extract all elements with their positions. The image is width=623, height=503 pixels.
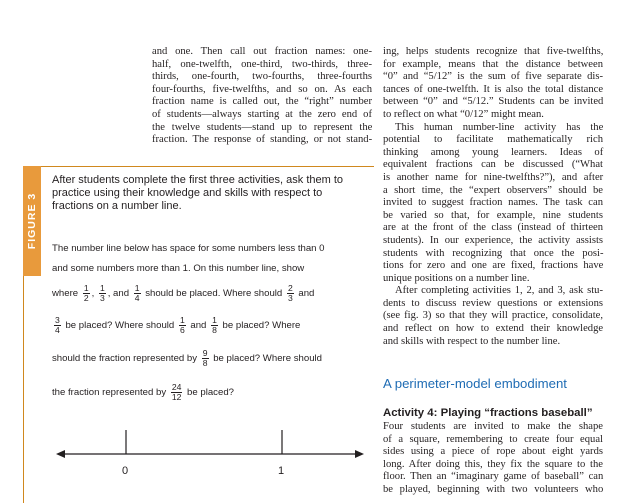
- fraction-1-8: $\frac{1}{8}$: [212, 315, 217, 335]
- text-line: of students—always starting at the zero end of: [152, 108, 372, 120]
- tick-label-0: 0: [122, 465, 129, 477]
- text-line: and reflect on how to extend their knowledge: [383, 323, 604, 335]
- text-line: potential to facilitate mathematically rich: [383, 134, 603, 146]
- text-line: This human number-line activity has the: [395, 121, 604, 133]
- text-line: a short time, the “expert observers” should be: [383, 184, 603, 196]
- text-line: fraction. The response of standing, or not stand-: [152, 134, 373, 146]
- text-line: between “0” and “5/12.” Students can be invited: [383, 96, 604, 108]
- text-line: tions for zero and one are fixed, fractions have: [383, 260, 604, 272]
- text-line: sides using a piece of rope about eight yards: [383, 446, 603, 458]
- text-line: four-fourths, five-twelfths, and so on. As each: [152, 83, 372, 95]
- text-line: is another name for nine-twelfths?”), and after: [383, 171, 604, 183]
- text-line: and skills with respect to the number line.: [383, 335, 561, 347]
- text-line: fraction name is called out, the “right” number: [152, 96, 372, 108]
- section-heading: A perimeter-model embodiment: [383, 376, 567, 391]
- fraction-1-4: $\frac{1}{4}$: [134, 283, 140, 303]
- text-line: floor. Then an “imaginary game of baseball” can: [383, 471, 604, 483]
- text-line: students). In our experience, the activity assists: [383, 234, 604, 246]
- text-line: tances of one-twelfth. It is also the total distance: [383, 83, 604, 95]
- figure-label: [23, 166, 41, 276]
- right-column-text: [383, 46, 603, 348]
- text-line: After completing activities 1, 2, and 3, ask stu-: [395, 285, 603, 297]
- text-line: be varied so that, for example, nine students: [383, 209, 603, 221]
- activity-heading: Activity 4: Playing “fractions baseball”: [383, 407, 593, 419]
- figure-line-4: $\frac{3}{4}$ be placed? Where should $\frac{1}{6}$ and $\frac{1}{8}$ be placed? Where: [55, 315, 301, 335]
- text-line: dents to discuss review questions or extensions: [383, 297, 603, 309]
- text-line: to reflect on what “0/12” might mean.: [383, 108, 544, 120]
- text-line: Four students are invited to make the shape: [383, 421, 603, 432]
- right-arrow: [355, 450, 364, 458]
- text-line: and one. Then call out fraction names: one-: [152, 46, 372, 57]
- number-line: [40, 420, 370, 460]
- figure-line-1: The number line below has space for some numbers less than 0: [52, 243, 325, 254]
- text-line: be played, beginning with two volunteers who: [383, 483, 604, 495]
- right-bottom-text: [383, 421, 603, 497]
- text-line: ing, helps students recognize that five-twelfths,: [383, 46, 604, 57]
- fraction-1-2: $\frac{1}{2}$: [83, 283, 89, 303]
- fraction-24-12: $\frac{24}{12}$: [171, 382, 182, 402]
- text-line: equivalent fractions can be discussed (“What: [383, 159, 603, 171]
- text-line: unique positions on a number line.: [383, 272, 530, 284]
- text-line: the twelve students—stand up to represent the: [152, 121, 373, 133]
- figure-line-6: the fraction represented by $\frac{24}{12}$ be placed?: [52, 382, 234, 402]
- left-arrow: [56, 450, 65, 458]
- text-line: thirds, one-fourth, two-fourths, three-fourths: [152, 71, 372, 83]
- tick-label-1: 1: [278, 465, 285, 477]
- figure-line-2: and some numbers more than 1. On this number line, show: [52, 263, 305, 274]
- figure-label-text: FIGURE 3: [26, 192, 38, 250]
- fraction-9-8: $\frac{9}{8}$: [202, 348, 208, 368]
- figure-line-5: should the fraction represented by $\frac{9}{8}$ be placed? Where should: [52, 348, 323, 368]
- fraction-1-6: $\frac{1}{6}$: [179, 315, 185, 335]
- text-line: invited to suggest fraction names. The task can: [383, 197, 603, 209]
- text-line: thinking among young learners. Ideas of: [383, 146, 604, 158]
- text-line: (see fig. 3) so that they will practice, consolidate,: [383, 310, 603, 322]
- text-line: are at the front of the class (instead of thirteen: [383, 222, 604, 234]
- text-line: “0” and “5/12” is the sum of five separate dis-: [383, 71, 603, 83]
- text: where: [52, 288, 79, 300]
- fraction-3-4: $\frac{3}{4}$: [55, 315, 60, 335]
- text-line: students with recognizing that once the posi-: [383, 247, 604, 259]
- fraction-1-3: $\frac{1}{3}$: [99, 283, 105, 303]
- text-line: of a square, remembering to create four equal: [383, 433, 603, 445]
- figure-line-3: where $\frac{1}{2}$ , $\frac{1}{3}$ , and $\frac{1}{4}$ should be placed. Where should $\frac{2}{3}$ and: [52, 283, 315, 303]
- text-line: long. After doing this, they fix the square to the: [383, 458, 603, 470]
- text-line: for example, means that the distance between: [383, 58, 603, 70]
- fraction-2-3: $\frac{2}{3}$: [287, 283, 293, 303]
- left-column-text: [152, 46, 372, 147]
- text-line: half, one-twelfth, one-third, two-thirds, three-: [152, 58, 372, 70]
- figure-intro: After students complete the first three activities, ask them to practice using their knowledge and skills with respect to fractions on a number line.: [52, 174, 344, 212]
